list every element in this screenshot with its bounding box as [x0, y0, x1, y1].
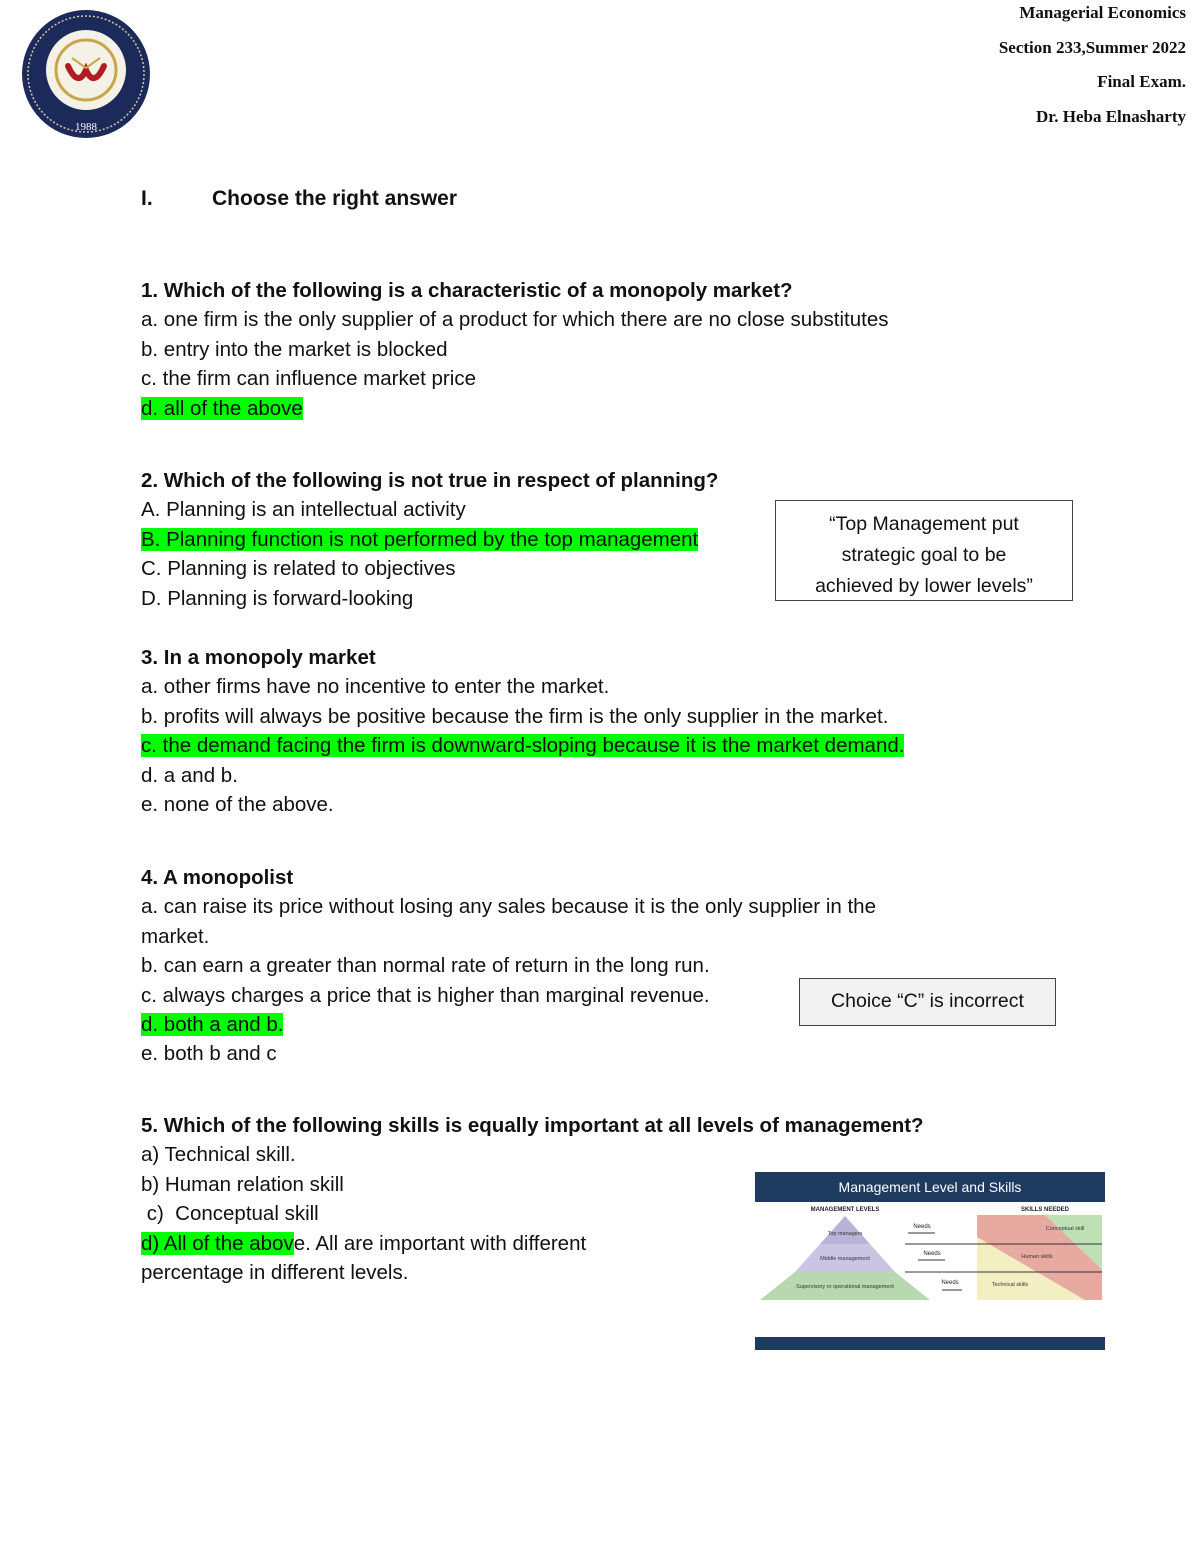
answer-explanation: e. All are important with different	[293, 1231, 587, 1255]
question-title: 1. Which of the following is a characteristic of a monopoly market?	[141, 279, 793, 302]
option: D. Planning is forward-looking	[141, 586, 414, 610]
question-3	[141, 643, 1041, 819]
option: c. always charges a price that is higher than marginal revenue.	[141, 983, 710, 1007]
note-line: “Top Management put	[829, 513, 1019, 535]
level-label: Middle management	[820, 1256, 870, 1262]
correct-answer-highlight: d. both a and b.	[141, 1013, 284, 1037]
option: a. other firms have no incentive to enter the market.	[141, 675, 610, 699]
option: b. can earn a greater than normal rate of return in the long run.	[141, 954, 710, 978]
instructor-name: Dr. Heba Elnasharty	[1035, 106, 1186, 126]
correct-answer-highlight: d) All of the abov	[141, 1231, 294, 1255]
option: d. a and b.	[141, 763, 238, 787]
question-title: 3. In a monopoly market	[141, 646, 376, 669]
skill-label: Conceptual skill	[1045, 1226, 1085, 1232]
annotation-note-q2	[775, 500, 1073, 601]
skill-label: Technical skills	[991, 1282, 1029, 1288]
question-title: 4. A monopolist	[141, 866, 294, 889]
diagram-bottom-bar	[755, 1337, 1105, 1350]
needs-label: Needs	[923, 1251, 941, 1257]
question-4	[141, 863, 1041, 1069]
needs-label: Needs	[941, 1280, 959, 1286]
option: A. Planning is an intellectual activity	[141, 498, 466, 522]
option: a) Technical skill.	[141, 1143, 296, 1167]
diagram-col-right: SKILLS NEEDED	[1020, 1207, 1070, 1213]
section-term: Section 233,Summer 2022	[998, 37, 1186, 57]
diagram-title: Management Level and Skills	[838, 1179, 1022, 1195]
annotation-note-q4: Choice “C” is incorrect	[799, 978, 1056, 1026]
management-levels-skills-diagram	[755, 1172, 1105, 1350]
correct-answer-highlight: c. the demand facing the firm is downward-sloping because it is the market demand.	[141, 734, 905, 758]
question-1	[141, 276, 1041, 423]
question-title: 5. Which of the following skills is equally important at all levels of management?	[141, 1114, 924, 1137]
option: market.	[141, 924, 210, 948]
option: C. Planning is related to objectives	[141, 557, 456, 581]
answer-explanation-continued: percentage in different levels.	[141, 1261, 409, 1285]
note-line: strategic goal to be	[841, 544, 1007, 566]
option: a. one firm is the only supplier of a product for which there are no close substitutes	[141, 308, 889, 332]
diagram-col-left: MANAGEMENT LEVELS	[810, 1207, 880, 1213]
level-label: Top managers	[827, 1231, 863, 1237]
exam-header	[999, 2, 1186, 140]
level-label: Supervisory or operational management	[796, 1284, 894, 1290]
exam-name: Final Exam.	[1097, 72, 1186, 91]
option: a. can raise its price without losing any sales because it is the only supplier in the	[141, 895, 876, 919]
needs-label: Needs	[913, 1224, 931, 1230]
option: e. both b and c	[141, 1042, 277, 1066]
section-heading	[141, 187, 457, 211]
option: e. none of the above.	[141, 793, 334, 817]
option: b) Human relation skill	[141, 1172, 344, 1196]
section-number: I.	[141, 187, 153, 210]
option: c) Conceptual skill	[141, 1202, 319, 1226]
logo-year: 1988	[75, 121, 97, 133]
correct-answer-highlight: d. all of the above	[141, 396, 303, 420]
correct-answer-highlight: B. Planning function is not performed by the top management	[141, 527, 699, 551]
option: c. the firm can influence market price	[141, 367, 476, 391]
course-name: Managerial Economics	[1019, 3, 1186, 22]
skill-label: Human skills	[1021, 1254, 1053, 1260]
note-line: achieved by lower levels”	[815, 575, 1033, 597]
option: b. entry into the market is blocked	[141, 337, 448, 361]
section-title: Choose the right answer	[212, 187, 458, 210]
university-seal-logo	[8, 8, 164, 140]
option: b. profits will always be positive because the firm is the only supplier in the market.	[141, 704, 889, 728]
question-title: 2. Which of the following is not true in respect of planning?	[141, 469, 719, 492]
